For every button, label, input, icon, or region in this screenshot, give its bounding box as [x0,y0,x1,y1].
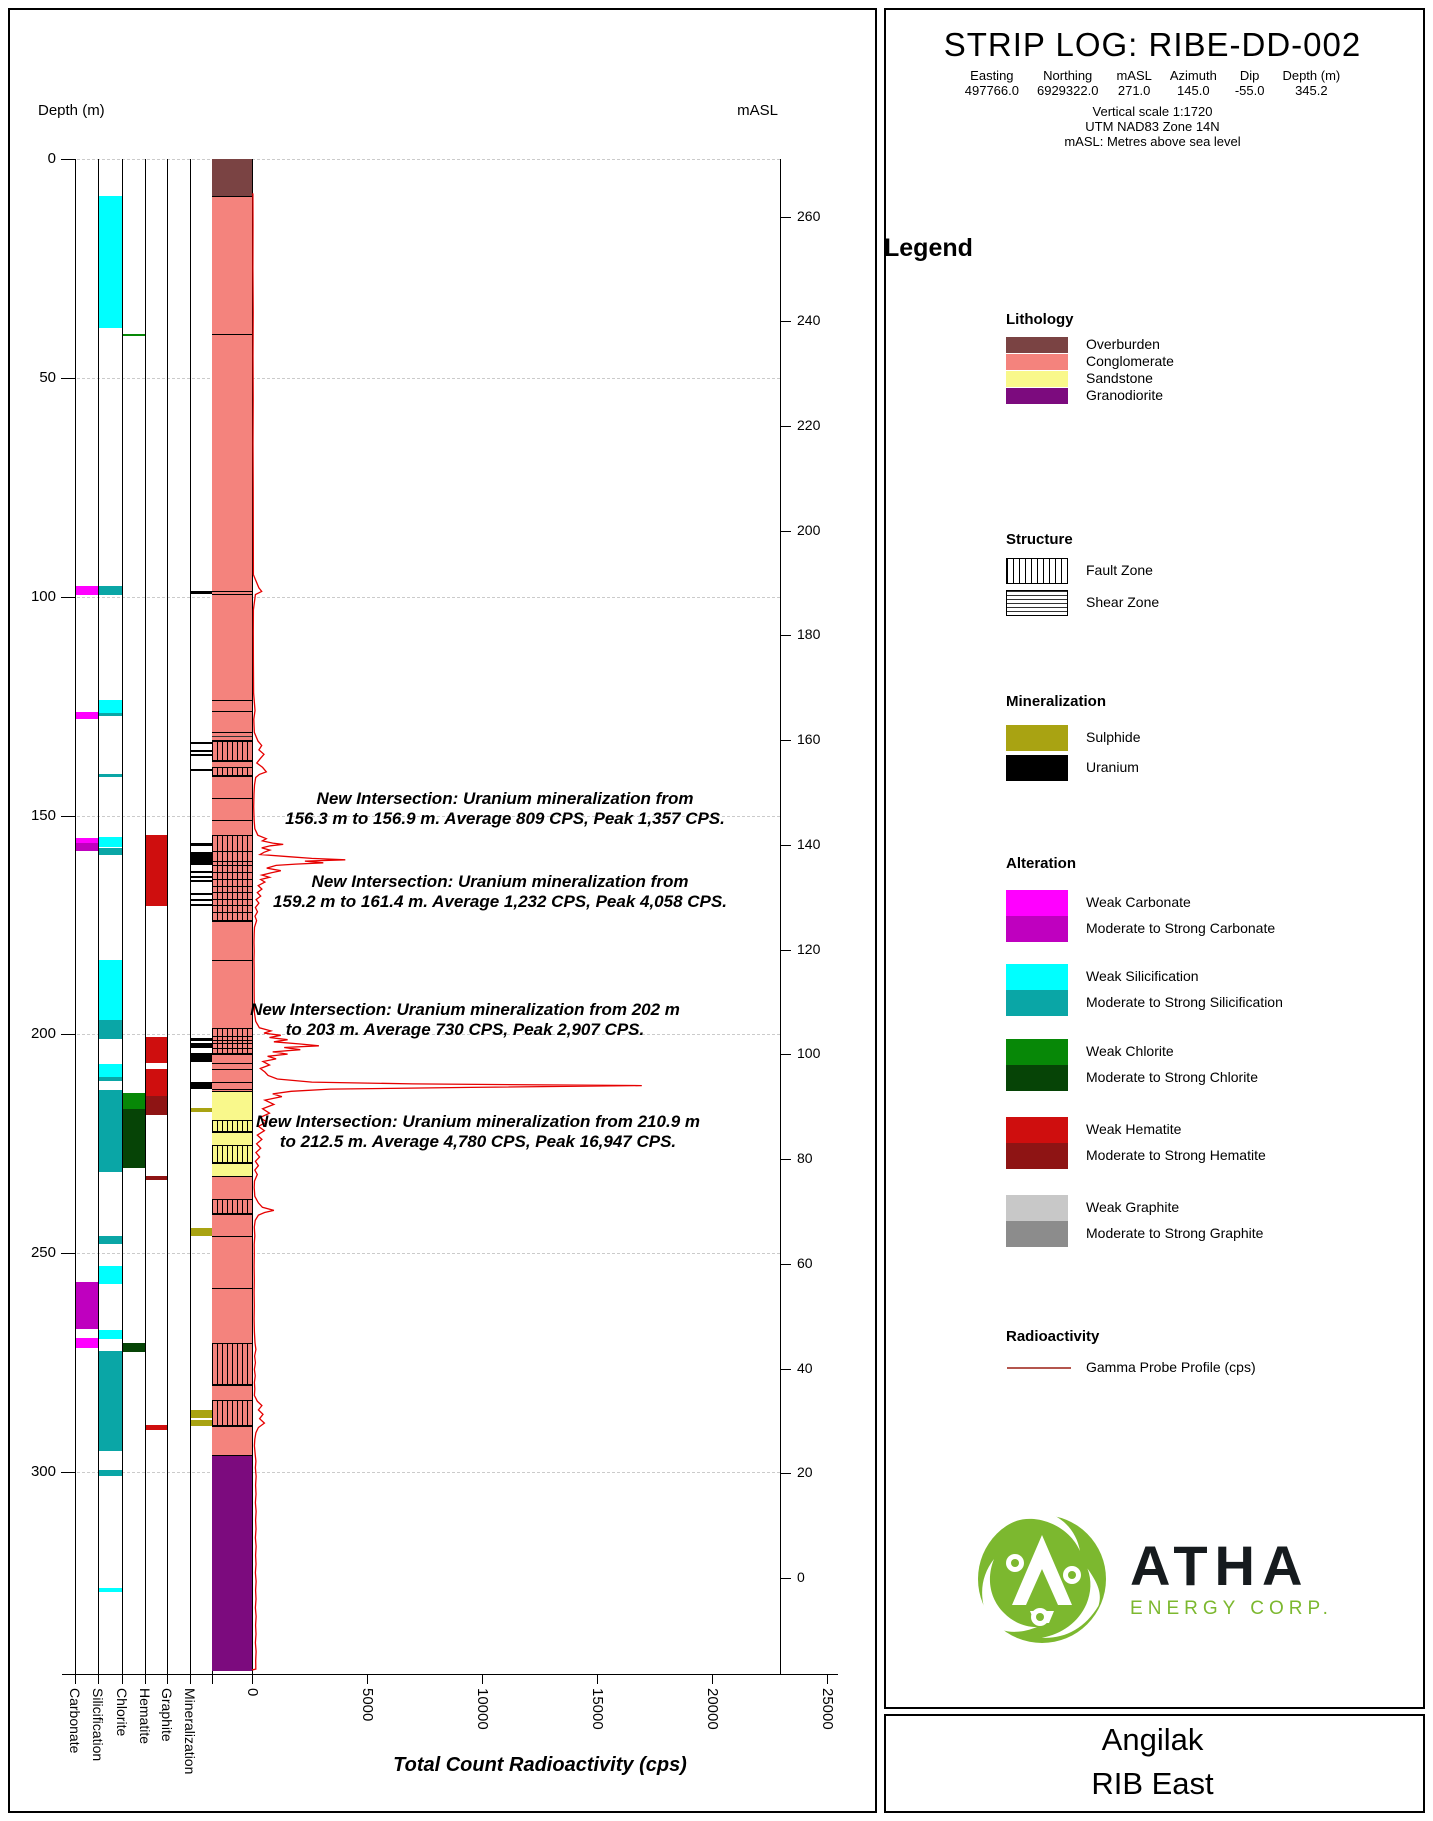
silicification-alteration-bar [99,1351,122,1451]
column-label-tick [145,1674,146,1684]
depth-gridline [62,1472,780,1473]
legend-item-label: Shear Zone [1086,594,1160,610]
litho-contact [212,1063,252,1064]
hematite-alteration-bar [146,1037,167,1063]
gamma-axis-title: Total Count Radioactivity (cps) [393,1754,687,1776]
uranium-bar [191,742,212,744]
gamma-tick-label: 10000 [474,1688,491,1730]
gamma-tick [597,1674,598,1684]
silicification-alteration-bar [99,1077,122,1081]
column-label: Chlorite [114,1688,130,1737]
column-label-tick [190,1674,191,1684]
masl-tick-label: 140 [797,835,821,852]
gamma-tick [827,1674,828,1684]
depth-tick-label: 300 [30,1463,56,1481]
legend-item-label: Moderate to Strong Silicification [1086,994,1283,1010]
column-label: Mineralization [182,1688,198,1775]
masl-tick-label: 240 [797,312,821,329]
masl-tick-label: 180 [797,626,821,643]
column-label: Hematite [137,1688,153,1745]
litho-contact [212,334,252,335]
meta-value: 345.2 [1295,83,1328,98]
uranium-bar [191,754,212,756]
meta-field [1170,68,1217,98]
silicification-alteration-bar [99,1470,122,1477]
legend-item-label: Conglomerate [1086,353,1174,369]
litho-contact [212,761,252,762]
meta-field [1037,68,1098,98]
silicification-alteration-bar [99,586,122,595]
shear-zone-band [212,732,252,741]
masl-tick [780,1473,791,1474]
litho-unit [212,196,252,1092]
masl-tick [780,1369,791,1370]
masl-tick [780,1159,791,1160]
litho-contact [212,711,252,712]
masl-tick [780,531,791,532]
litho-contact [212,1082,252,1083]
uranium-bar [191,769,212,771]
hematite-alteration-bar [146,1069,167,1096]
lithology-heading: Lithology [1006,311,1074,328]
carbonate-alteration-bar [76,586,98,595]
structure-heading: Structure [1006,531,1073,548]
annotation-line: to 212.5 m. Average 4,780 CPS, Peak 16,947 CPS. [279,1132,677,1151]
litho-contact [212,594,252,595]
annotation-line: New Intersection: Uranium mineralization from [316,789,694,808]
legend-item-label: Overburden [1086,336,1160,352]
alteration-weak-swatch [1006,1117,1068,1143]
silicification-alteration-bar [99,1588,122,1592]
litho-contact [212,776,252,777]
chlorite-alteration-bar [123,1093,145,1108]
masl-tick-label: 260 [797,207,821,224]
masl-tick [780,1264,791,1265]
masl-tick-label: 60 [797,1254,813,1271]
uranium-swatch [1006,755,1068,781]
alteration-weak-swatch [1006,890,1068,916]
annotation-line: 156.3 m to 156.9 m. Average 809 CPS, Peak 1,357 CPS. [285,809,725,828]
masl-tick-label: 40 [797,1359,813,1376]
company-logo [884,1504,1421,1654]
gamma-tick-label: 20000 [704,1688,721,1730]
alteration-weak-swatch [1006,1039,1068,1065]
footer-pane [884,1714,1421,1809]
fault-zone-band [212,767,252,776]
legend-item-label: Sandstone [1086,370,1153,386]
column-line [190,159,191,1674]
legend-item-label: Weak Carbonate [1086,894,1191,910]
column-label-tick [212,1674,213,1684]
legend-title: Legend [884,234,973,262]
depth-gridline [62,159,780,160]
uranium-bar [191,880,212,882]
legend-item-label: Gamma Probe Profile (cps) [1086,1359,1256,1375]
silicification-alteration-bar [99,196,122,328]
column-label-tick [167,1674,168,1684]
litho-contact [212,1214,252,1215]
carbonate-alteration-bar [76,1338,98,1348]
meta-value: 145.0 [1177,83,1210,98]
litho-contact [212,1236,252,1237]
hematite-alteration-bar [146,1176,167,1180]
sulphide-bar [191,1420,212,1426]
shear-zone-swatch [1006,590,1068,616]
meta-value: 271.0 [1117,83,1151,98]
masl-tick [780,635,791,636]
annotation-line: New Intersection: Uranium mineralization from [311,872,689,891]
silicification-alteration-bar [99,774,122,778]
uranium-bar [191,893,212,895]
meta-label: Depth (m) [1282,68,1341,83]
depth-tick [61,597,75,598]
masl-tick [780,321,791,322]
meta-field [1235,68,1265,98]
sulphide-bar [191,1228,212,1236]
meta-label: Northing [1043,68,1093,83]
radioactivity-heading: Radioactivity [1006,1328,1100,1345]
uranium-bar [191,843,212,846]
silicification-alteration-bar [99,700,122,713]
meta-value: 497766.0 [964,83,1019,98]
masl-tick [780,1578,791,1579]
silicification-alteration-bar [99,960,122,1020]
depth-tick [61,1034,75,1035]
uranium-bar [191,1043,212,1047]
silicification-alteration-bar [99,1020,122,1038]
masl-tick-label: 80 [797,1150,813,1167]
mineralization-heading: Mineralization [1006,693,1107,710]
gamma-axis-line [62,1674,838,1675]
depth-tick-label: 150 [30,806,56,824]
silicification-alteration-bar [99,848,122,855]
fault-zone-band [212,741,252,761]
legend-pane [884,8,1421,1705]
alteration-strong-swatch [1006,990,1068,1016]
meta-label: Azimuth [1169,68,1217,83]
legend-item-label: Weak Chlorite [1086,1043,1174,1059]
column-label-tick [98,1674,99,1684]
column-line [75,159,76,1674]
depth-tick-label: 250 [30,1244,56,1262]
meta-label: Easting [970,68,1014,83]
silicification-alteration-bar [99,1090,122,1172]
gamma-tick-label: 25000 [819,1688,836,1730]
carbonate-alteration-bar [76,1282,98,1328]
silicification-alteration-bar [99,1266,122,1284]
gamma-tick-label: 5000 [359,1688,376,1722]
intersection-annotation [245,789,765,829]
litho-contact [212,1385,252,1386]
gamma-tick-label: 0 [244,1688,261,1697]
depth-tick [61,1253,75,1254]
uranium-bar [191,871,212,873]
meta-value: 6929322.0 [1036,83,1099,98]
column-label: Silicification [90,1688,106,1762]
scale-notes [884,104,1421,149]
column-label: Graphite [159,1688,175,1742]
litho-contact [212,591,252,592]
depth-gridline [62,597,780,598]
collar-meta-row [884,68,1421,98]
litho-unit [212,159,252,196]
intersection-annotation [240,872,760,912]
hematite-alteration-bar [146,1425,167,1430]
column-label-tick [122,1674,123,1684]
vertical-scale-note: Vertical scale 1:1720 [1092,104,1213,119]
legend-item-label: Fault Zone [1086,562,1153,578]
gamma-tick [712,1674,713,1684]
logo-company-name: ATHA [1130,1534,1310,1597]
area-name: RIB East [1091,1766,1214,1801]
column-line [252,159,253,1674]
lithology-swatch [1006,388,1068,404]
masl-tick [780,1054,791,1055]
silicification-alteration-bar [99,837,122,847]
meta-field [1282,68,1340,98]
masl-tick-label: 100 [797,1045,821,1062]
column-line [145,159,146,1674]
masl-tick [780,217,791,218]
fault-zone-swatch [1006,558,1068,584]
masl-tick-label: 220 [797,417,821,434]
uranium-bar [191,1053,212,1062]
litho-contact [212,1163,252,1164]
annotation-line: to 203 m. Average 730 CPS, Peak 2,907 CPS. [285,1020,645,1039]
lithology-swatch [1006,354,1068,370]
depth-tick-label: 200 [30,1025,56,1043]
masl-tick [780,845,791,846]
uranium-bar [191,899,212,901]
silicification-alteration-bar [99,1236,122,1245]
meta-field [965,68,1019,98]
datum-note: UTM NAD83 Zone 14N [1085,119,1220,134]
uranium-bar [191,876,212,878]
uranium-bar [191,750,212,752]
depth-tick [61,378,75,379]
intersection-annotation [205,1000,725,1040]
masl-note: mASL: Metres above sea level [1064,134,1241,149]
legend-item-label: Weak Graphite [1086,1199,1180,1215]
masl-tick-label: 20 [797,1464,813,1481]
legend-item-label: Weak Hematite [1086,1121,1182,1137]
intersection-annotation [218,1112,738,1152]
page-title: STRIP LOG: RIBE-DD-002 [943,26,1362,63]
atha-logo-icon [972,1504,1112,1654]
fault-zone-band [212,1199,252,1214]
chlorite-alteration-bar [123,334,145,336]
masl-tick [780,740,791,741]
legend-item-label: Moderate to Strong Chlorite [1086,1069,1258,1085]
annotation-line: New Intersection: Uranium mineralization from 210.9 m [255,1112,700,1131]
silicification-alteration-bar [99,713,122,717]
meta-field [1116,68,1151,98]
column-line [122,159,123,1674]
chlorite-alteration-bar [123,1109,145,1168]
legend-item-label: Moderate to Strong Hematite [1086,1147,1266,1163]
masl-tick [780,426,791,427]
meta-label: Dip [1239,68,1260,83]
masl-tick-label: 120 [797,940,821,957]
silicification-alteration-bar [99,1330,122,1339]
gamma-tick-label: 15000 [589,1688,606,1730]
alteration-strong-swatch [1006,1065,1068,1091]
legend-item-label: Moderate to Strong Carbonate [1086,920,1276,936]
litho-contact [212,960,252,961]
carbonate-alteration-bar [76,712,98,719]
alteration-strong-swatch [1006,1143,1068,1169]
litho-contact [212,1089,252,1090]
legend-item-label: Uranium [1086,759,1139,775]
litho-contact [212,1054,252,1055]
gamma-tick [482,1674,483,1684]
meta-value: -55.0 [1234,83,1265,98]
masl-axis-label: mASL [737,102,778,119]
legend-item-label: Sulphide [1086,729,1141,745]
silicification-alteration-bar [99,1064,122,1077]
masl-tick-label: 200 [797,521,821,538]
alteration-strong-swatch [1006,1221,1068,1247]
uranium-bar [191,904,212,906]
litho-contact [212,921,252,922]
depth-tick-label: 100 [30,587,56,605]
litho-contact [212,1426,252,1427]
carbonate-alteration-bar [76,843,98,852]
column-line [167,159,168,1674]
litho-contact [212,700,252,701]
gamma-legend-line [1007,1367,1071,1369]
fault-zone-band [212,1343,252,1385]
lithology-swatch [1006,371,1068,387]
litho-contact [212,1288,252,1289]
masl-axis-line [780,159,781,1674]
uranium-bar [191,1082,212,1089]
project-name: Angilak [1101,1722,1204,1757]
logo-company-subtitle: ENERGY CORP. [1130,1598,1333,1619]
fault-zone-band [212,1400,252,1426]
litho-contact [212,1069,252,1070]
alteration-heading: Alteration [1006,855,1077,872]
chlorite-alteration-bar [123,1343,145,1352]
depth-gridline [62,1253,780,1254]
sulphide-bar [191,1108,212,1112]
legend-item-label: Moderate to Strong Graphite [1086,1225,1264,1241]
masl-tick [780,950,791,951]
masl-tick-label: 160 [797,731,821,748]
uranium-bar [191,852,212,866]
legend-item-label: Weak Silicification [1086,968,1199,984]
depth-tick-label: 50 [39,368,56,386]
annotation-line: 159.2 m to 161.4 m. Average 1,232 CPS, Peak 4,058 CPS. [273,892,727,911]
uranium-bar [191,591,212,593]
depth-tick [61,159,75,160]
gamma-tick [367,1674,368,1684]
litho-unit [212,1455,252,1671]
gamma-tick [252,1674,253,1684]
legend-item-label: Granodiorite [1086,387,1164,403]
masl-tick-label: 0 [797,1569,805,1585]
depth-gridline [62,378,780,379]
column-label-tick [75,1674,76,1684]
alteration-weak-swatch [1006,1195,1068,1221]
depth-tick [61,1472,75,1473]
meta-label: mASL [1116,68,1152,83]
alteration-weak-swatch [1006,964,1068,990]
alteration-strong-swatch [1006,916,1068,942]
annotation-line: New Intersection: Uranium mineralization from 202 m [250,1000,680,1019]
depth-tick [61,816,75,817]
depth-tick-label: 0 [47,150,56,167]
hematite-alteration-bar [146,835,167,906]
hematite-alteration-bar [146,1096,167,1116]
sulphide-swatch [1006,725,1068,751]
column-label: Carbonate [67,1688,83,1754]
sulphide-bar [191,1410,212,1418]
lithology-swatch [1006,337,1068,353]
depth-axis-label: Depth (m) [38,102,105,119]
